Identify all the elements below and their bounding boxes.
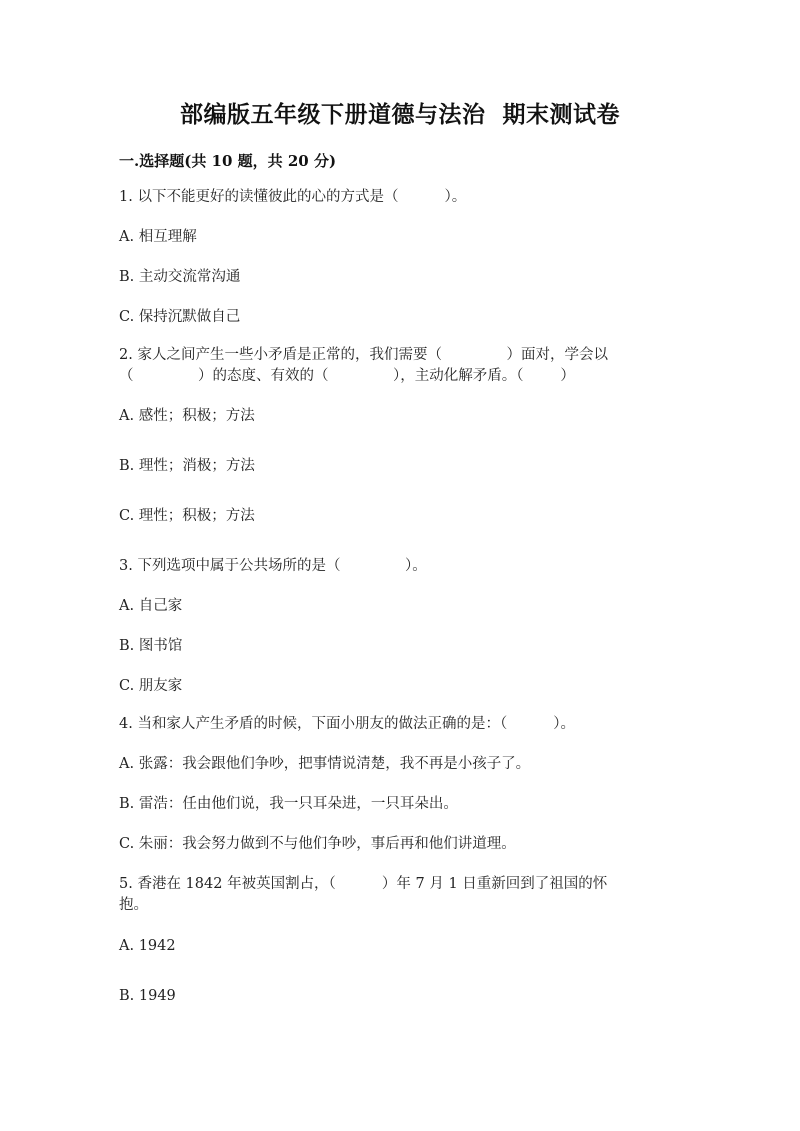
question-5-stem-line-2: 抱。 xyxy=(119,897,148,913)
section-heading: 一.选择题(共 10 题，共 20 分) xyxy=(119,152,337,170)
question-3-option-a: A. 自己家 xyxy=(119,598,183,614)
question-1-option-b: B. 主动交流常沟通 xyxy=(119,269,241,285)
question-2-option-a: A. 感性；积极；方法 xyxy=(119,408,255,424)
question-4-stem: 4. 当和家人产生矛盾的时候，下面小朋友的做法正确的是：（ ）。 xyxy=(119,716,576,732)
question-5-stem-line-1: 5. 香港在 1842 年被英国割占，（ ）年 7 月 1 日重新回到了祖国的怀 xyxy=(119,876,608,892)
question-5-option-b: B. 1949 xyxy=(119,988,176,1004)
question-5-option-a: A. 1942 xyxy=(119,938,176,954)
question-3-option-b: B. 图书馆 xyxy=(119,638,183,654)
question-1-stem: 1. 以下不能更好的读懂彼此的心的方式是（ ）。 xyxy=(119,189,467,205)
question-3-stem: 3. 下列选项中属于公共场所的是（ ）。 xyxy=(119,558,427,574)
question-2-stem-line-1: 2. 家人之间产生一些小矛盾是正常的，我们需要（ ）面对，学会以 xyxy=(119,347,608,363)
question-2-option-b: B. 理性；消极；方法 xyxy=(119,458,255,474)
question-4-option-b: B. 雷浩：任由他们说，我一只耳朵进，一只耳朵出。 xyxy=(119,796,458,812)
question-4-option-c: C. 朱丽：我会努力做到不与他们争吵，事后再和他们讲道理。 xyxy=(119,836,516,852)
question-1-option-c: C. 保持沉默做自己 xyxy=(119,309,241,325)
question-2-option-c: C. 理性；积极；方法 xyxy=(119,508,255,524)
question-2-stem-line-2: （ ）的态度、有效的（ ），主动化解矛盾。（ ） xyxy=(119,368,575,384)
page-title: 部编版五年级下册道德与法治 期末测试卷 xyxy=(179,101,620,128)
question-1-option-a: A. 相互理解 xyxy=(119,229,197,245)
question-4-option-a: A. 张露：我会跟他们争吵，把事情说清楚，我不再是小孩子了。 xyxy=(119,756,531,772)
question-3-option-c: C. 朋友家 xyxy=(119,678,183,694)
